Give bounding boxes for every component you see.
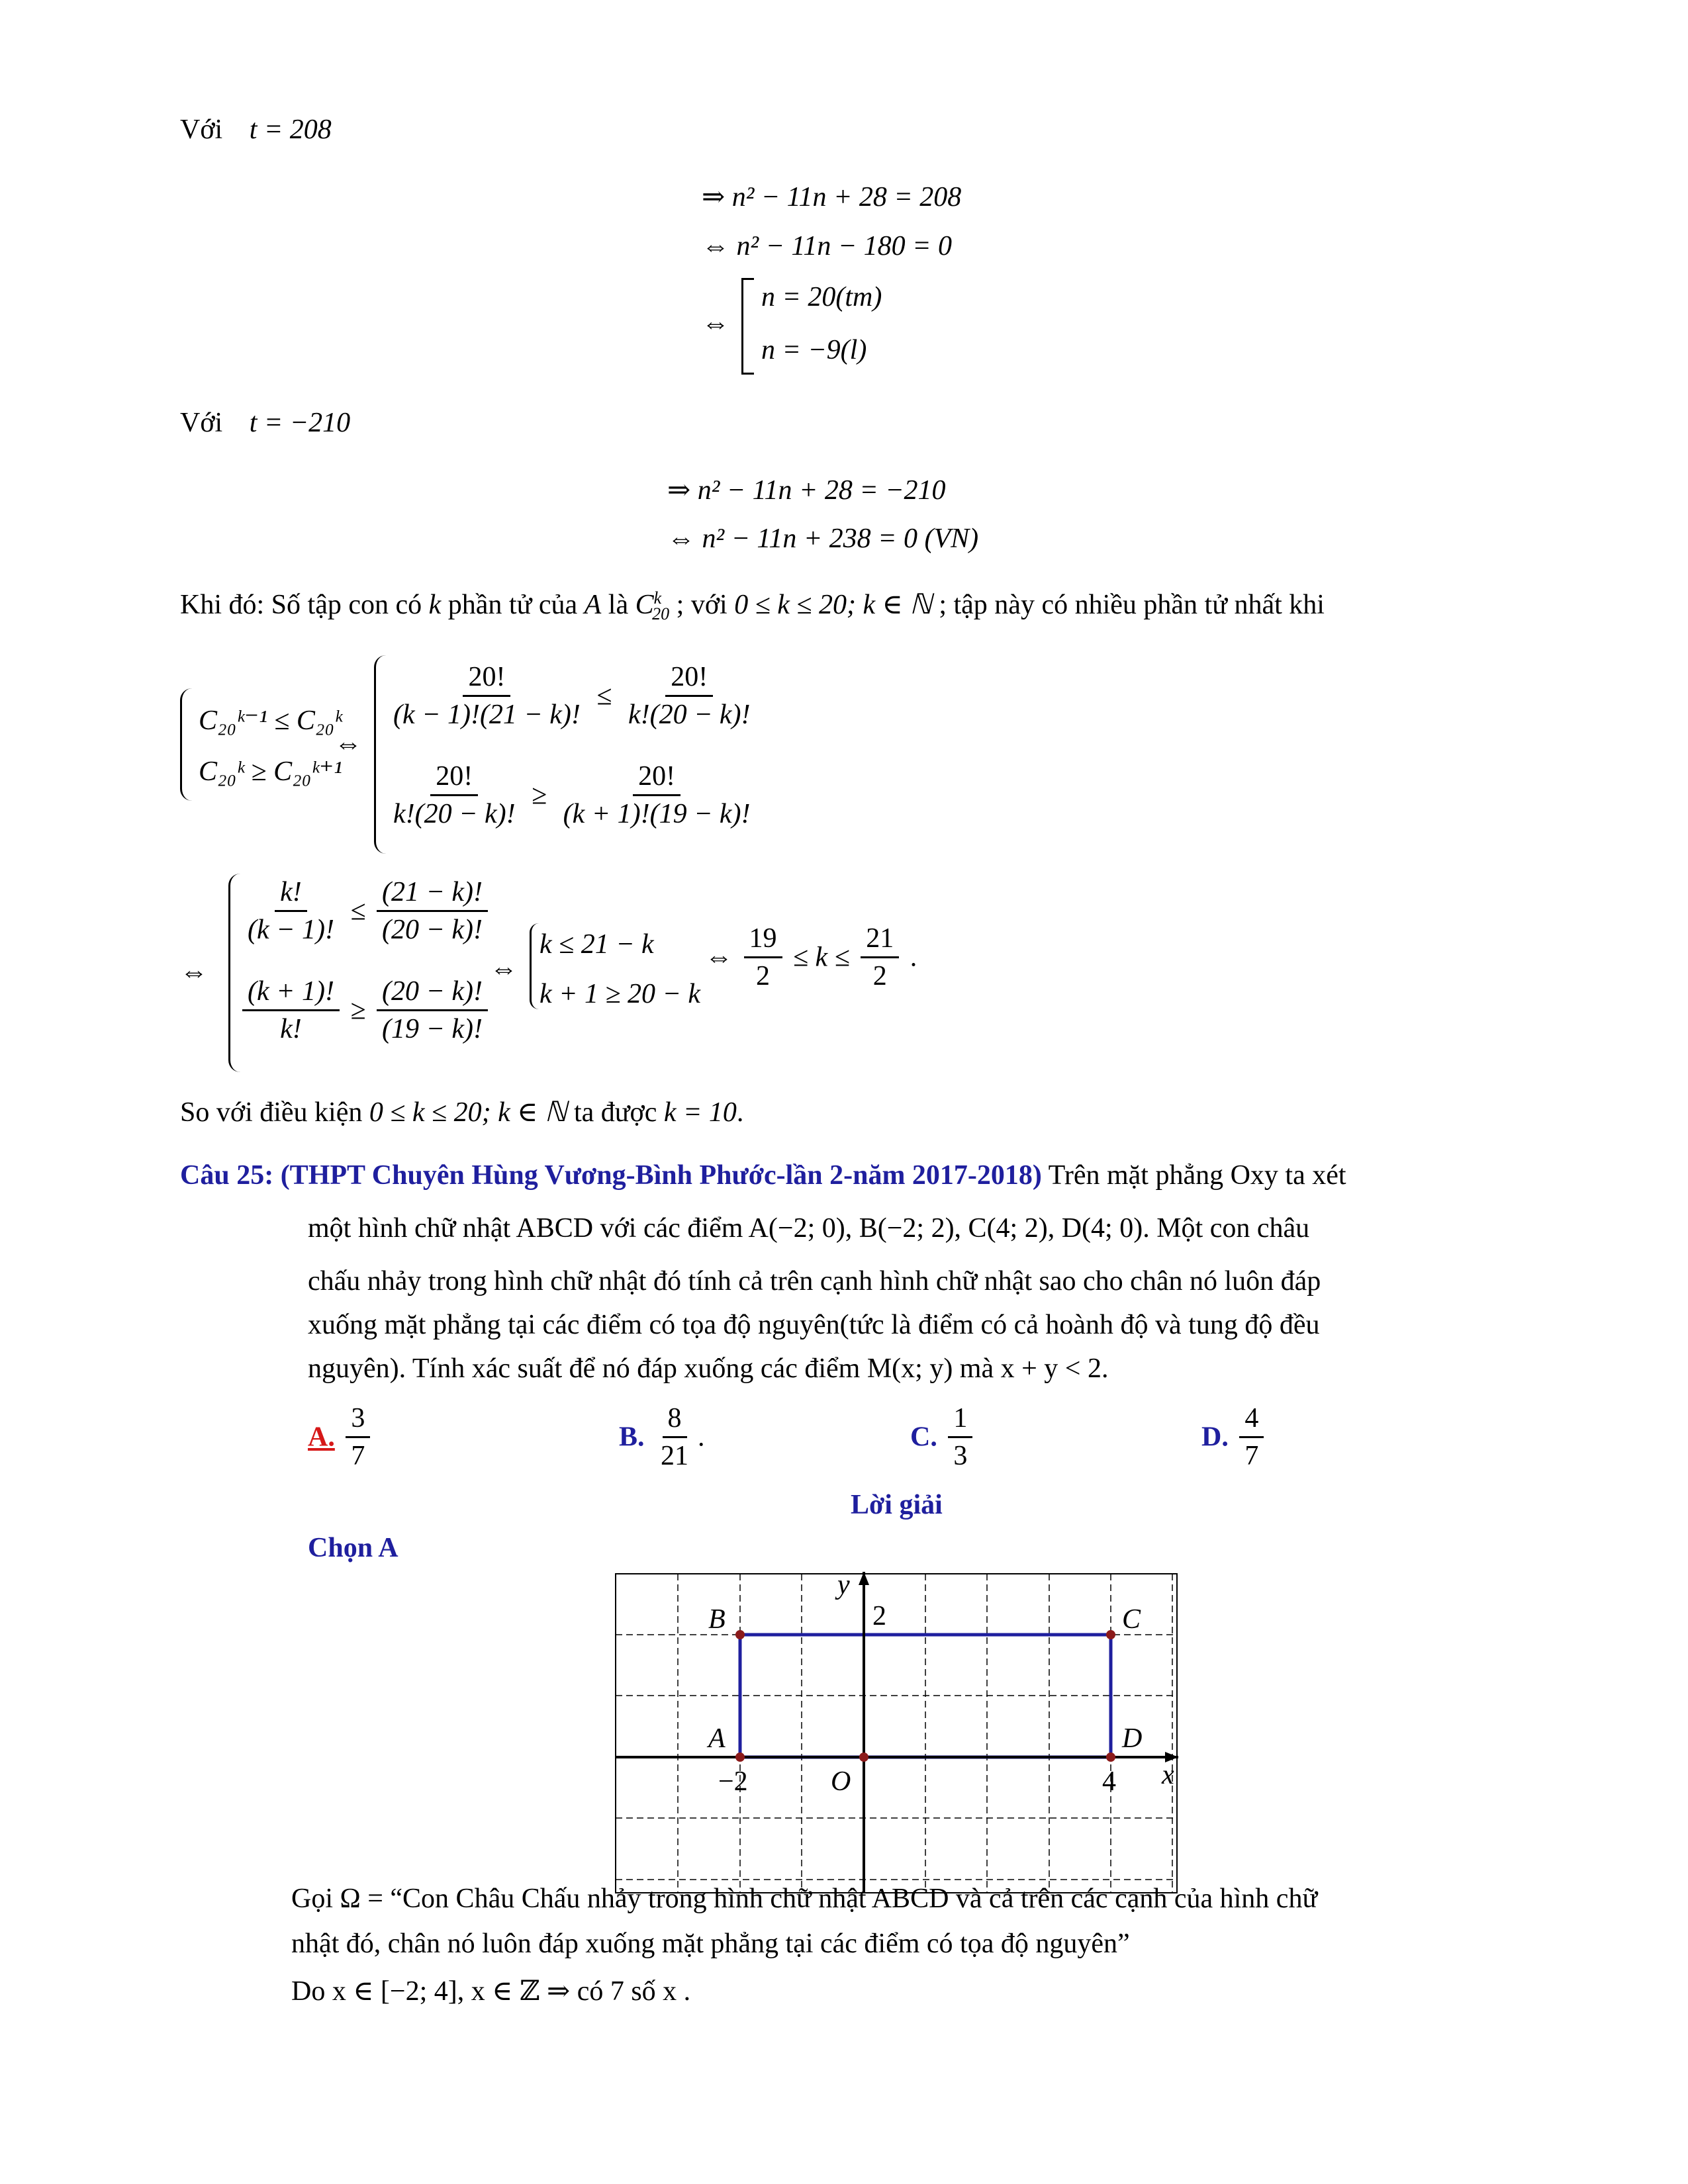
so-voi-line: So với điều kiện 0 ≤ k ≤ 20; k ∈ ℕ ta được k = 10. bbox=[180, 1097, 744, 1128]
result-range: ⇔ $\frac{19}{2}$ ≤ k ≤ $\frac{21}{2}$ . bbox=[705, 923, 917, 992]
solution-heading: Lời giải bbox=[851, 1490, 943, 1520]
equation-3: ⇒ n² − 11n + 28 = −210 bbox=[667, 475, 946, 506]
omega-line2: nhật đó, chân nó luôn đáp xuống mặt phẳng tại các điểm có tọa độ nguyên” bbox=[291, 1929, 1130, 1959]
question-25-header: Câu 25: (THPT Chuyên Hùng Vương-Bình Phước-lần 2-năm 2017-2018) Trên mặt phẳng Oxy ta xét bbox=[180, 1160, 1346, 1191]
binomial: $C^k_{20}$ bbox=[635, 588, 670, 624]
equation-1: ⇒ n² − 11n + 28 = 208 bbox=[702, 182, 962, 212]
tick-minus-2: −2 bbox=[718, 1766, 748, 1797]
sys1-row2: C₂₀ᵏ ≥ C₂₀ᵏ⁺¹ bbox=[199, 756, 342, 787]
bracket bbox=[741, 278, 754, 375]
tick-2: 2 bbox=[872, 1601, 886, 1631]
sys1-row1: C₂₀ᵏ⁻¹ ≤ C₂₀ᵏ bbox=[199, 705, 342, 736]
sys1-ineq2: $\frac{20!}{k!(20 - k)!}$ ≥ $\frac{20!}{(k + 1)!(19 - k)!}$ bbox=[393, 761, 751, 830]
equation-4: ⇔ n² − 11n + 238 = 0 (VN) bbox=[667, 523, 979, 554]
brace-left bbox=[180, 688, 198, 801]
question-25-line5: nguyên). Tính xác suất để nó đáp xuống các điểm M(x; y) mà x + y < 2. bbox=[308, 1353, 1109, 1384]
tick-4: 4 bbox=[1102, 1766, 1116, 1797]
sys2-ineq1: $\frac{k!}{(k - 1)!}$ ≤ $\frac{(21 - k)!}{(20 - k)!}$ bbox=[238, 877, 492, 945]
grid-frame bbox=[616, 1574, 1177, 1893]
sys2-equiv: ⇔ bbox=[180, 957, 208, 987]
sys2-ineq2: $\frac{(k + 1)!}{k!}$ ≥ $\frac{(20 - k)!}{(19 - k)!}$ bbox=[238, 976, 492, 1044]
omega-line3: Do x ∈ [−2; 4], x ∈ ℤ ⇒ có 7 số x . bbox=[291, 1976, 691, 2007]
point-o bbox=[859, 1752, 868, 1762]
label-d: D bbox=[1122, 1723, 1143, 1754]
label-y: y bbox=[837, 1570, 850, 1600]
answer-b[interactable]: B. $\frac{8}{21}$ . bbox=[619, 1403, 705, 1472]
label-x: x bbox=[1162, 1760, 1174, 1790]
with-t-208: Với t = 208 bbox=[180, 114, 332, 145]
question-25-line2: một hình chữ nhật ABCD với các điểm A(−2; 0), B(−2; 2), C(4; 2), D(4; 0). Một con châu bbox=[308, 1213, 1310, 1244]
grid-lines bbox=[616, 1574, 1177, 1893]
equation-2: ⇔ n² − 11n − 180 = 0 bbox=[702, 231, 952, 261]
sys1-equiv: ⇔ bbox=[334, 729, 362, 759]
answer-c[interactable]: C. $\frac{1}{3}$ bbox=[910, 1403, 976, 1471]
case-n-minus-9: n = −9(l) bbox=[761, 335, 867, 365]
point-b bbox=[735, 1630, 745, 1639]
label-o: O bbox=[831, 1766, 851, 1797]
label-a: A bbox=[708, 1723, 726, 1754]
question-25-line4: xuống mặt phẳng tại các điểm có tọa độ nguyên(tức là điểm có cả hoành độ và tung độ đều bbox=[308, 1310, 1320, 1340]
label-b: B bbox=[708, 1604, 726, 1635]
omega-line1: Gọi Ω = “Con Châu Chấu nhảy trong hình chữ nhật ABCD và cả trên các cạnh của hình chữ bbox=[291, 1884, 1318, 1914]
answer-d[interactable]: D. $\frac{4}{7}$ bbox=[1201, 1403, 1268, 1471]
sys3-row2: k + 1 ≥ 20 − k bbox=[539, 979, 701, 1009]
point-c bbox=[1106, 1630, 1115, 1639]
point-d bbox=[1106, 1752, 1115, 1762]
coordinate-graph bbox=[596, 1569, 1192, 1899]
label-c: C bbox=[1122, 1604, 1141, 1635]
question-25-line3: chấu nhảy trong hình chữ nhật đó tính cả trên cạnh hình chữ nhật sao cho chân nó luôn đáp bbox=[308, 1266, 1321, 1297]
answer-a[interactable]: A. $\frac{3}{7}$ bbox=[308, 1403, 374, 1471]
sys2-equiv-2: ⇔ bbox=[490, 954, 518, 984]
case-n-20: n = 20(tm) bbox=[761, 282, 882, 312]
choice-a: Chọn A bbox=[308, 1533, 399, 1563]
point-a bbox=[735, 1752, 745, 1762]
sys3-row1: k ≤ 21 − k bbox=[539, 929, 654, 960]
sys1-ineq1: $\frac{20!}{(k - 1)!(21 - k)!}$ ≤ $\frac{20!}{k!(20 - k)!}$ bbox=[393, 662, 751, 731]
with-t-minus-210: Với t = −210 bbox=[180, 408, 351, 438]
khi-do-line: Khi đó: Số tập con có k phần tử của A là $C^k_{20}$ ; với 0 ≤ k ≤ 20; k ∈ ℕ ; tập này có nhiều phần tử nhất khi bbox=[180, 588, 1325, 624]
equiv-sign: ⇔ bbox=[702, 308, 729, 339]
